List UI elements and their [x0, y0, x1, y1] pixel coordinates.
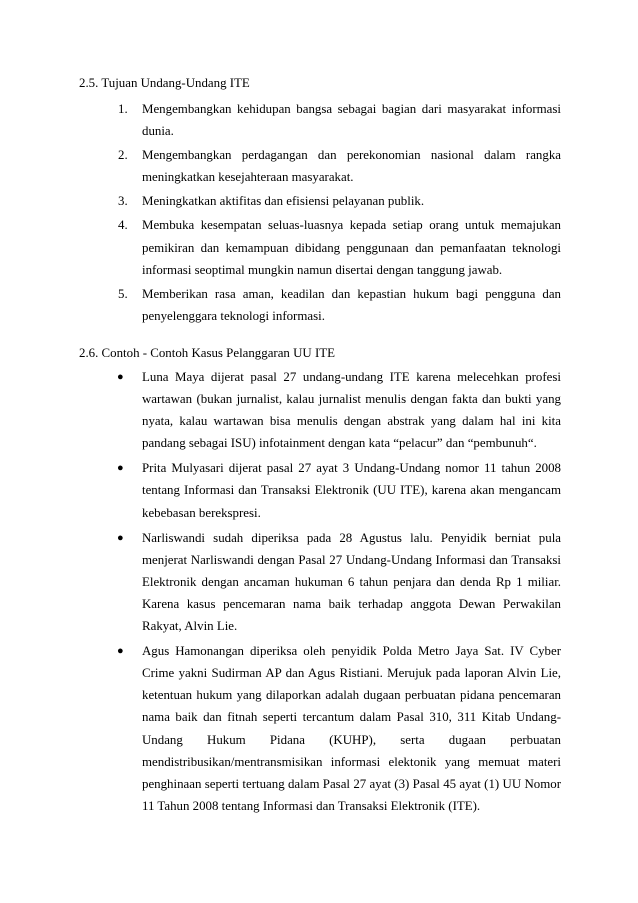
list-item: [79, 98, 561, 142]
list-item-number: 5.: [118, 286, 128, 301]
bullet-icon: ●: [117, 645, 124, 658]
list-item: [79, 457, 561, 523]
list-item-text: Prita Mulyasari dijerat pasal 27 ayat 3 Undang-Undang nomor 11 tahun 2008 tentang Informasi dan Transaksi Elektronik (UU ITE), karena akan mengancam kebebasan berekspresi.: [142, 461, 561, 520]
list-item-number: 3.: [118, 194, 128, 209]
list-item-text: Mengembangkan perdagangan dan perekonomian nasional dalam rangka meningkatkan kesejahteraan masyarakat.: [142, 148, 561, 185]
list-item-text: Narliswandi sudah diperiksa pada 28 Agustus lalu. Penyidik berniat pula menjerat Narliswandi dengan Pasal 27 Undang-Undang Informasi dan Transaksi Elektronik dengan ancaman hukuman 6 tahun penjara dan denda Rp 1 miliar. Karena kasus pencemaran nama baik terhadap anggota Dewan Perwakilan Rakyat, Alvin Lie.: [142, 530, 561, 634]
list-item-number: 2.: [118, 148, 128, 163]
list-item: [79, 214, 561, 280]
list-item-text: Meningkatkan aktifitas dan efisiensi pelayanan publik.: [142, 194, 425, 209]
list-item-text: Memberikan rasa aman, keadilan dan kepastian hukum bagi pengguna dan penyelenggara teknologi informasi.: [142, 286, 561, 323]
bullet-icon: ●: [117, 371, 124, 383]
bullet-icon: ●: [117, 531, 124, 544]
list-item-text: Agus Hamonangan diperiksa oleh penyidik Polda Metro Jaya Sat. IV Cyber Crime yakni Sudirman AP dan Agus Ristiani. Merujuk pada laporan Alvin Lie, ketentuan hukum yang dilaporkan adalah dugaan perbuatan pidana pencemaran nama baik dan fitnah seperti tercantum dalam Pasal 310, 311 Kitab Undang-Undang Hukum Pidana (KUHP), serta dugaan perbuatan mendistribusikan/mentransmisikan informasi elektonik yang memuat materi penghinaan seperti tertuang dalam Pasal 27 ayat (3) Pasal 45 ayat (1) UU Nomor 11 Tahun 2008 tentang Informasi dan Transaksi Elektronik (ITE).: [142, 644, 561, 813]
bullet-icon: ●: [117, 462, 124, 475]
section-heading-contoh-kasus: 2.6. Contoh - Contoh Kasus Pelanggaran UU ITE: [79, 346, 335, 360]
list-item-number: 1.: [118, 102, 128, 116]
list-item-number: 4.: [118, 218, 128, 233]
list-item-text: Membuka kesempatan seluas-luasnya kepada setiap orang untuk memajukan pemikiran dan kemampuan dibidang penggunaan dan pemanfaatan teknologi informasi seoptimal mungkin namun disertai dengan tanggung jawab.: [142, 218, 561, 277]
list-item: [79, 144, 561, 188]
list-item-text: Luna Maya dijerat pasal 27 undang-undang ITE karena melecehkan profesi wartawan (bukan jurnalist, kalau jurnalist menulis dengan fakta dan bukti yang nyata, kalau wartawan bisa menulis dengan abstrak yang dalam hal ini kita pandang sebagai ISU) infotainment dengan kata “pelacur” dan “pembunuh“.: [142, 370, 561, 451]
list-item: [79, 527, 561, 637]
section-heading-tujuan-uu-ite: 2.5. Tujuan Undang-Undang ITE: [79, 76, 250, 90]
list-item: [79, 283, 561, 327]
bullet-list-contoh-kasus: [79, 366, 561, 820]
list-item: [79, 640, 561, 817]
list-item: [79, 366, 561, 454]
list-item: [79, 190, 561, 212]
list-item-text: Mengembangkan kehidupan bangsa sebagai bagian dari masyarakat informasi dunia.: [142, 102, 561, 139]
numbered-list-tujuan: [79, 98, 561, 329]
